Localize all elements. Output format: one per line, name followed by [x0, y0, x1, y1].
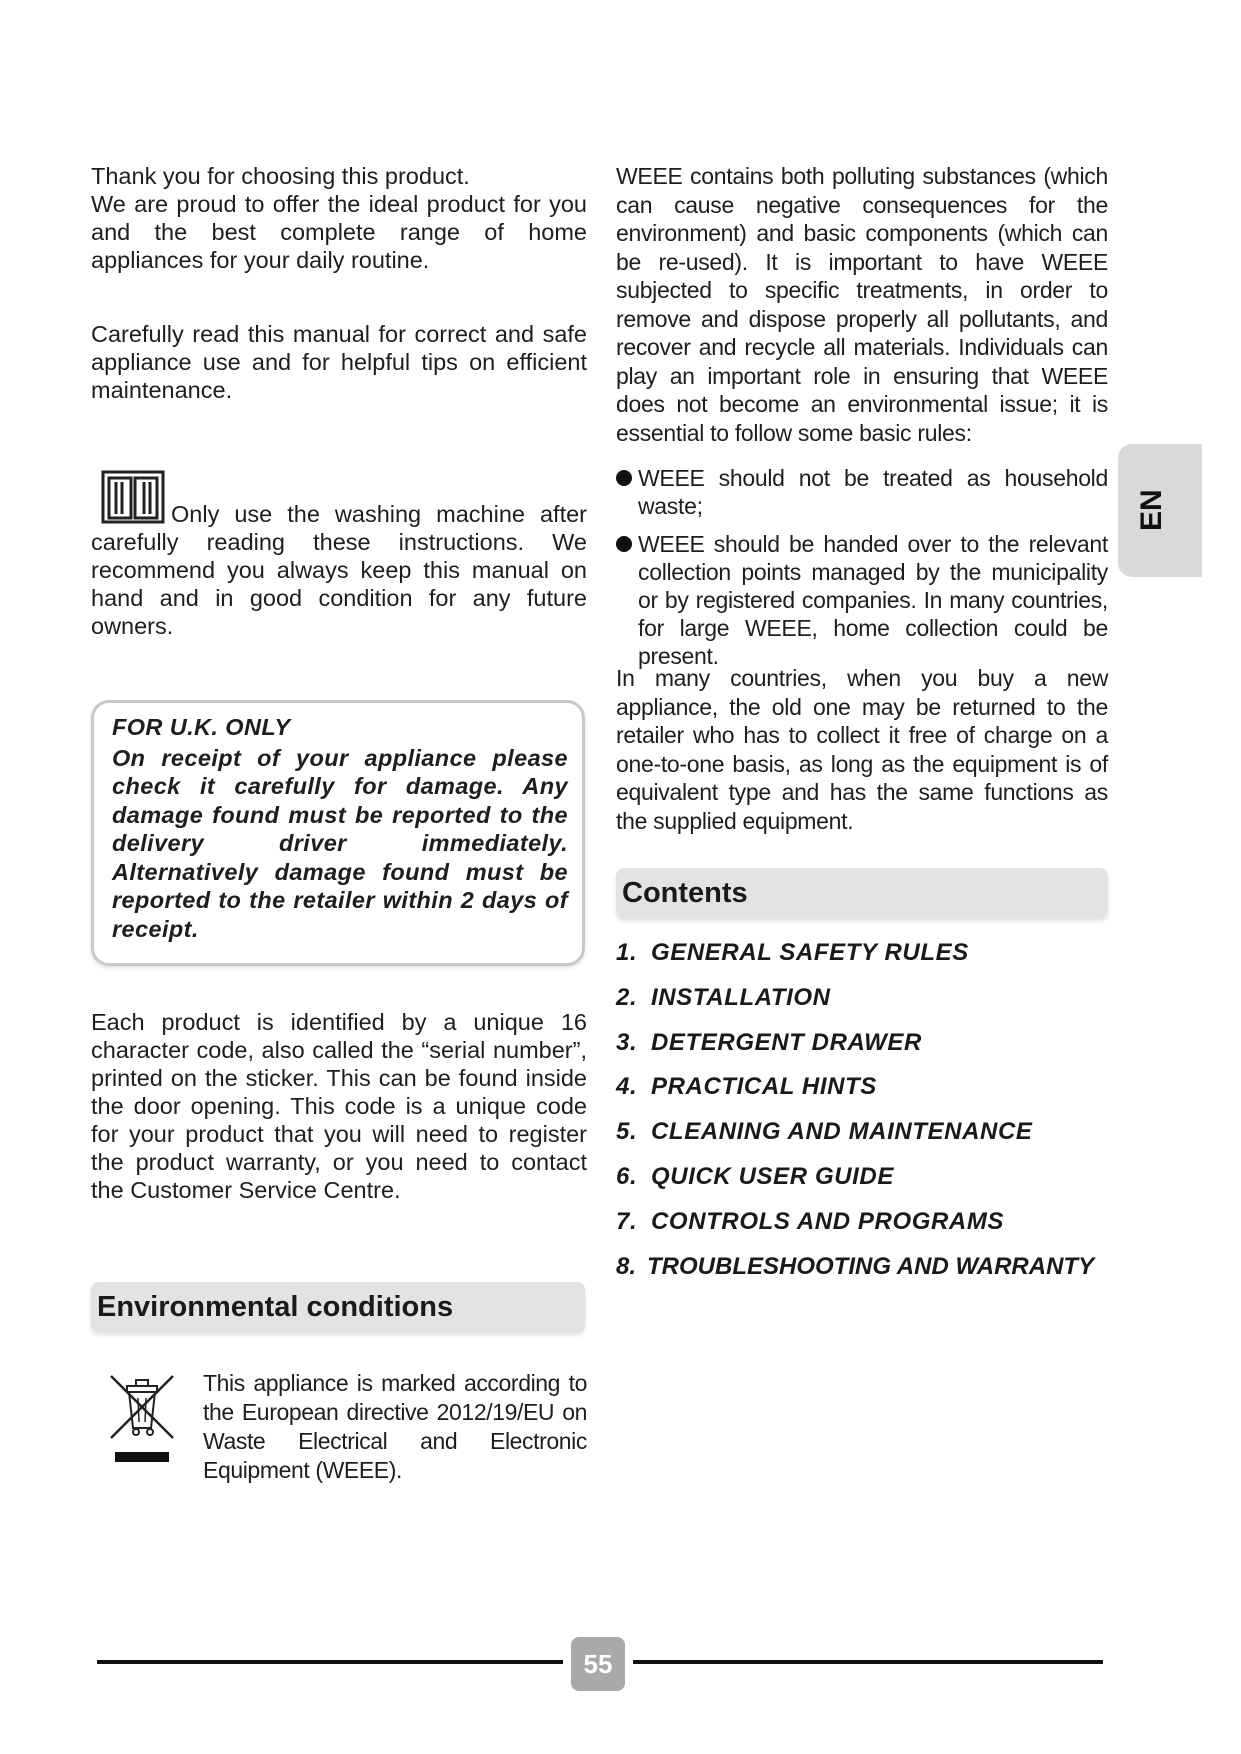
toc-item-quick-user-guide[interactable]: 6. QUICK USER GUIDE — [616, 1162, 894, 1190]
uk-only-text: On receipt of your appliance please check it carefully for damage. Any damage found must be reported to the delivery driver immediately. Alternatively damage found must be reported to the retailer within 2 days of receipt. — [112, 744, 568, 942]
toc-item-general-safety-rules[interactable]: 1. GENERAL SAFETY RULES — [616, 939, 969, 966]
toc-item-installation[interactable]: 2. INSTALLATION — [616, 983, 831, 1011]
intro-section — [91, 162, 587, 274]
uk-only-title: FOR U.K. ONLY — [112, 714, 291, 740]
bullet-icon — [616, 470, 632, 486]
weee-mark-text: This appliance is marked according to the European directive 2012/19/EU on Waste Electrical and Electronic Equipment (WEEE). — [203, 1370, 587, 1483]
environmental-heading: Environmental conditions — [91, 1282, 585, 1332]
instructions-note — [91, 468, 587, 648]
list-item: WEEE should not be treated as household waste; — [616, 464, 1108, 520]
intro-proud: We are proud to offer the ideal product for you and the best complete range of home appliances for your daily routine. — [91, 191, 587, 273]
language-tab[interactable] — [1118, 444, 1202, 577]
footer-divider-left — [97, 1660, 563, 1664]
page-number-badge: 55 — [571, 1637, 625, 1691]
contents-list — [616, 938, 1108, 1296]
toc-item-practical-hints[interactable]: 4. PRACTICAL HINTS — [616, 1073, 877, 1101]
footer-divider-right — [633, 1660, 1103, 1664]
weee-intro-text: WEEE contains both polluting substances (which can cause negative consequences for the environment) and basic components (which can be re-used). It is important to have WEEE subjected to specific treatments, in order to remove and dispose properly all pollutants, and recover and recycle all materials. Individuals can play an important role in ensuring that WEEE does not become an environmental issue; it is essential to follow some basic rules: — [616, 163, 1108, 446]
contents-heading: Contents — [616, 868, 1108, 918]
crossed-bin-icon — [109, 1372, 175, 1464]
intro-thanks: Thank you for choosing this product. — [91, 163, 470, 189]
instructions-text: Only use the washing machine after carefully reading these instructions. We recommend you always keep this manual on hand and in good condition for any future owners. — [91, 501, 587, 639]
weee-mark-note — [203, 1369, 587, 1485]
weee-rules-list — [616, 464, 1108, 680]
language-tab-label: EN — [1135, 488, 1168, 531]
serial-code-text: Each product is identified by a unique 16 character code, also called the “serial number”, printed on the sticker. This can be found inside the door opening. This code is a unique code for your product that you will need to register the product warranty, or you need to contact the Customer Service Centre. — [91, 1009, 587, 1203]
toc-item-cleaning-and-maintenance[interactable]: 5. CLEANING AND MAINTENANCE — [616, 1118, 1033, 1146]
read-manual-text: Carefully read this manual for correct and safe appliance use and for helpful tips on efficient maintenance. — [91, 321, 587, 403]
book-icon — [101, 468, 165, 526]
toc-item-detergent-drawer[interactable]: 3. DETERGENT DRAWER — [616, 1028, 922, 1056]
toc-item-controls-and-programs[interactable]: 7. CONTROLS AND PROGRAMS — [616, 1207, 1005, 1235]
bullet-icon — [616, 536, 632, 552]
uk-only-box — [91, 700, 585, 966]
return-note-text: In many countries, when you buy a new appliance, the old one may be returned to the retailer who has to collect it free of charge on a one-to-one basis, as long as the equipment is of equivalent type and has the same functions as the supplied equipment. — [616, 665, 1108, 834]
list-item: WEEE should be handed over to the relevant collection points managed by the municipality or by registered companies. In many countries, for large WEEE, home collection could be present. — [616, 530, 1108, 670]
toc-item-troubleshooting-and-warranty[interactable]: 8. TROUBLESHOOTING AND WARRANTY — [616, 1252, 1095, 1280]
